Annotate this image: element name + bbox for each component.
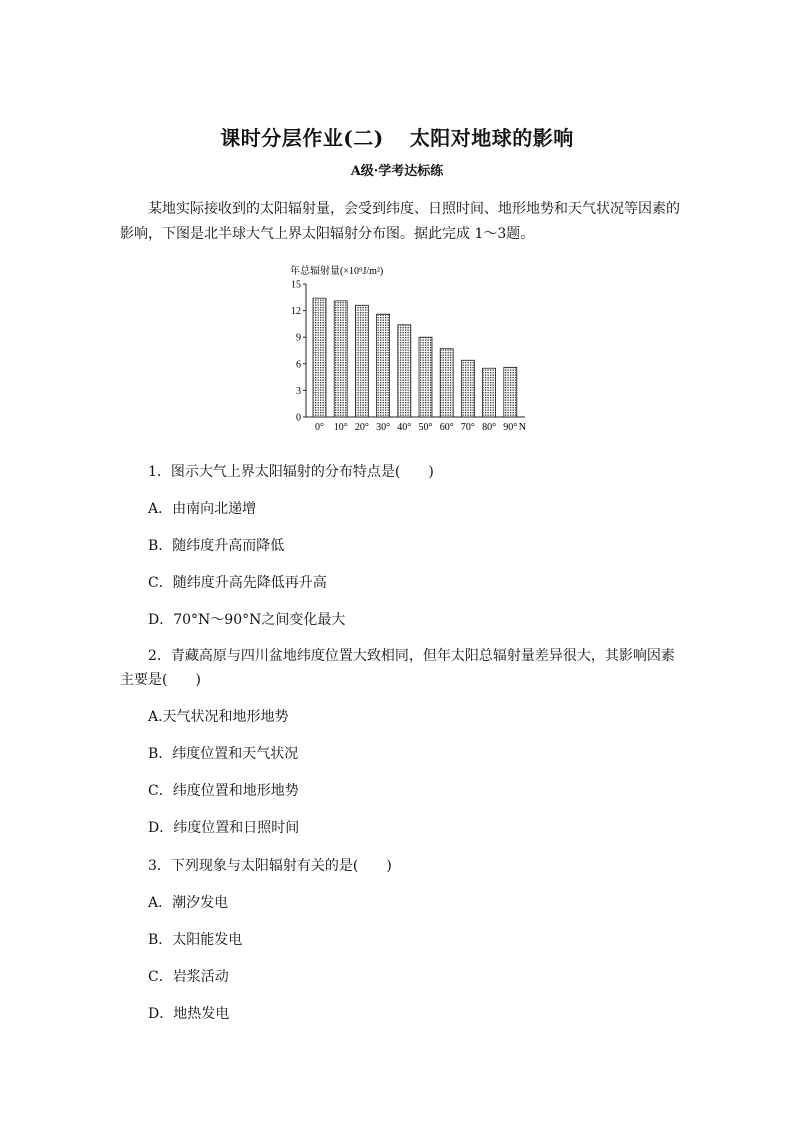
x-tick-label: 10° xyxy=(333,422,348,433)
x-tick-label: 60° xyxy=(439,422,454,433)
x-tick-label: 50° xyxy=(418,422,433,433)
title-part-1: 课时分层作业(二) xyxy=(220,126,384,150)
question-2 xyxy=(120,644,680,840)
q1-option-b: B．随纬度升高而降低 xyxy=(148,538,285,554)
bar-1 xyxy=(334,301,347,417)
y-tick-label: 15 xyxy=(291,279,301,291)
q1-option-c: C．随纬度升高先降低再升高 xyxy=(148,575,327,591)
y-axis-label: 年总辐射量(×10⁹J/m²) xyxy=(290,266,384,277)
q3-option-b: B．太阳能发电 xyxy=(148,932,243,948)
y-tick-label: 6 xyxy=(296,359,301,371)
y-tick-label: 0 xyxy=(296,412,301,424)
x-tick-label: 20° xyxy=(354,422,369,433)
bar-3 xyxy=(377,314,390,417)
bar-8 xyxy=(483,368,496,417)
y-tick-label: 9 xyxy=(296,332,301,344)
q2-option-a: A.天气状况和地形地势 xyxy=(148,709,289,725)
q2-option-c: C．纬度位置和地形地势 xyxy=(148,783,299,799)
bar-7 xyxy=(461,360,474,417)
x-tick-label: 30° xyxy=(376,422,391,433)
q2-option-b: B．纬度位置和天气状况 xyxy=(148,746,299,762)
page-title xyxy=(0,122,794,151)
y-tick-label: 3 xyxy=(296,385,301,397)
q3-option-a: A．潮汐发电 xyxy=(148,895,229,911)
question-3 xyxy=(120,854,680,1026)
intro-paragraph: 某地实际接收到的太阳辐射量，会受到纬度、日照时间、地形地势和天气状况等因素的影响，下图是北半球大气上界太阳辐射分布图。据此完成 1～3题。 xyxy=(120,201,680,242)
q2-option-d: D．纬度位置和日照时间 xyxy=(148,820,300,836)
radiation-bar-chart xyxy=(280,262,540,444)
bar-0 xyxy=(313,298,326,417)
bar-9 xyxy=(504,367,517,417)
q1-option-d: D．70°N～90°N之间变化最大 xyxy=(148,612,346,628)
bar-2 xyxy=(355,305,368,417)
x-tick-label: 80° xyxy=(482,422,497,433)
q1-option-a: A．由南向北递增 xyxy=(148,501,257,517)
question-1-stem: 1．图示大气上界太阳辐射的分布特点是( ) xyxy=(148,464,434,480)
bar-5 xyxy=(419,337,432,417)
x-tick-label: 40° xyxy=(397,422,412,433)
question-1 xyxy=(120,460,680,632)
x-tick-label: 90° xyxy=(503,422,518,433)
x-axis-unit: N xyxy=(518,422,527,433)
y-tick-label: 12 xyxy=(291,306,301,318)
question-2-stem: 2．青藏高原与四川盆地纬度位置大致相同，但年太阳总辐射量差异很大，其影响因素主要是( ) xyxy=(120,648,675,688)
q3-option-d: D．地热发电 xyxy=(148,1006,230,1022)
section-subtitle: A级·学考达标练 xyxy=(350,164,444,179)
q3-option-c: C．岩浆活动 xyxy=(148,969,229,985)
question-3-stem: 3．下列现象与太阳辐射有关的是( ) xyxy=(148,858,392,874)
title-part-2: 太阳对地球的影响 xyxy=(409,126,574,150)
bar-4 xyxy=(398,325,411,417)
x-tick-label: 0° xyxy=(315,422,324,433)
bar-6 xyxy=(440,349,453,417)
x-tick-label: 70° xyxy=(460,422,475,433)
